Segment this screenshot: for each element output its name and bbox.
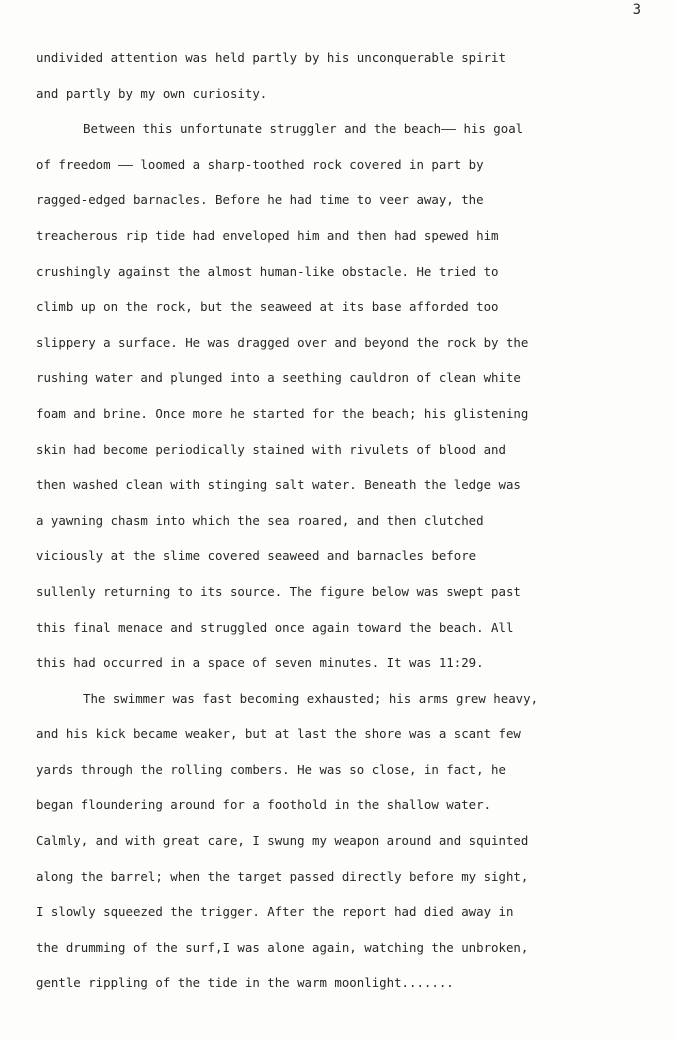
paragraph bbox=[36, 111, 646, 681]
text-line: of freedom —— loomed a sharp-toothed rock covered in part by bbox=[36, 156, 484, 172]
page-number: 3 bbox=[632, 2, 641, 18]
text-line: yards through the rolling combers. He was so close, in fact, he bbox=[36, 761, 506, 777]
text-line: foam and brine. Once more he started for the beach; his glistening bbox=[36, 405, 529, 421]
body-text bbox=[36, 40, 646, 1001]
text-line: crushingly against the almost human-like obstacle. He tried to bbox=[36, 263, 499, 279]
text-line: I slowly squeezed the trigger. After the report had died away in bbox=[36, 904, 514, 920]
text-line: sullenly returning to its source. The figure below was swept past bbox=[36, 583, 521, 599]
text-line: viciously at the slime covered seaweed and barnacles before bbox=[36, 548, 477, 564]
text-line: treacherous rip tide had enveloped him and then had spewed him bbox=[36, 227, 499, 243]
text-line: a yawning chasm into which the sea roared, and then clutched bbox=[36, 512, 484, 528]
text-line: The swimmer was fast becoming exhausted; his arms grew heavy, bbox=[83, 690, 539, 706]
text-line: and his kick became weaker, but at last the shore was a scant few bbox=[36, 726, 521, 742]
text-line: along the barrel; when the target passed directly before my sight, bbox=[36, 868, 529, 884]
text-line: this had occurred in a space of seven minutes. It was 11:29. bbox=[36, 655, 484, 671]
text-line: gentle rippling of the tide in the warm moonlight....... bbox=[36, 975, 454, 991]
text-line: skin had become periodically stained with rivulets of blood and bbox=[36, 441, 506, 457]
text-line: slippery a surface. He was dragged over and beyond the rock by the bbox=[36, 334, 529, 350]
text-line: this final menace and struggled once again toward the beach. All bbox=[36, 619, 514, 635]
text-line: undivided attention was held partly by his unconquerable spirit bbox=[36, 50, 506, 65]
text-line: Between this unfortunate struggler and the beach—— his goal bbox=[83, 121, 524, 137]
paragraph bbox=[36, 40, 646, 111]
text-line: climb up on the rock, but the seaweed at its base afforded too bbox=[36, 299, 499, 315]
text-line: rushing water and plunged into a seething cauldron of clean white bbox=[36, 370, 521, 386]
text-line: then washed clean with stinging salt water. Beneath the ledge was bbox=[36, 477, 521, 493]
text-line: Calmly, and with great care, I swung my weapon around and squinted bbox=[36, 833, 529, 849]
paragraph bbox=[36, 681, 646, 1001]
text-line: ragged-edged barnacles. Before he had time to veer away, the bbox=[36, 192, 484, 208]
text-line: the drumming of the surf,I was alone again, watching the unbroken, bbox=[36, 939, 529, 955]
text-line: and partly by my own curiosity. bbox=[36, 85, 268, 101]
text-line: began floundering around for a foothold in the shallow water. bbox=[36, 797, 492, 813]
